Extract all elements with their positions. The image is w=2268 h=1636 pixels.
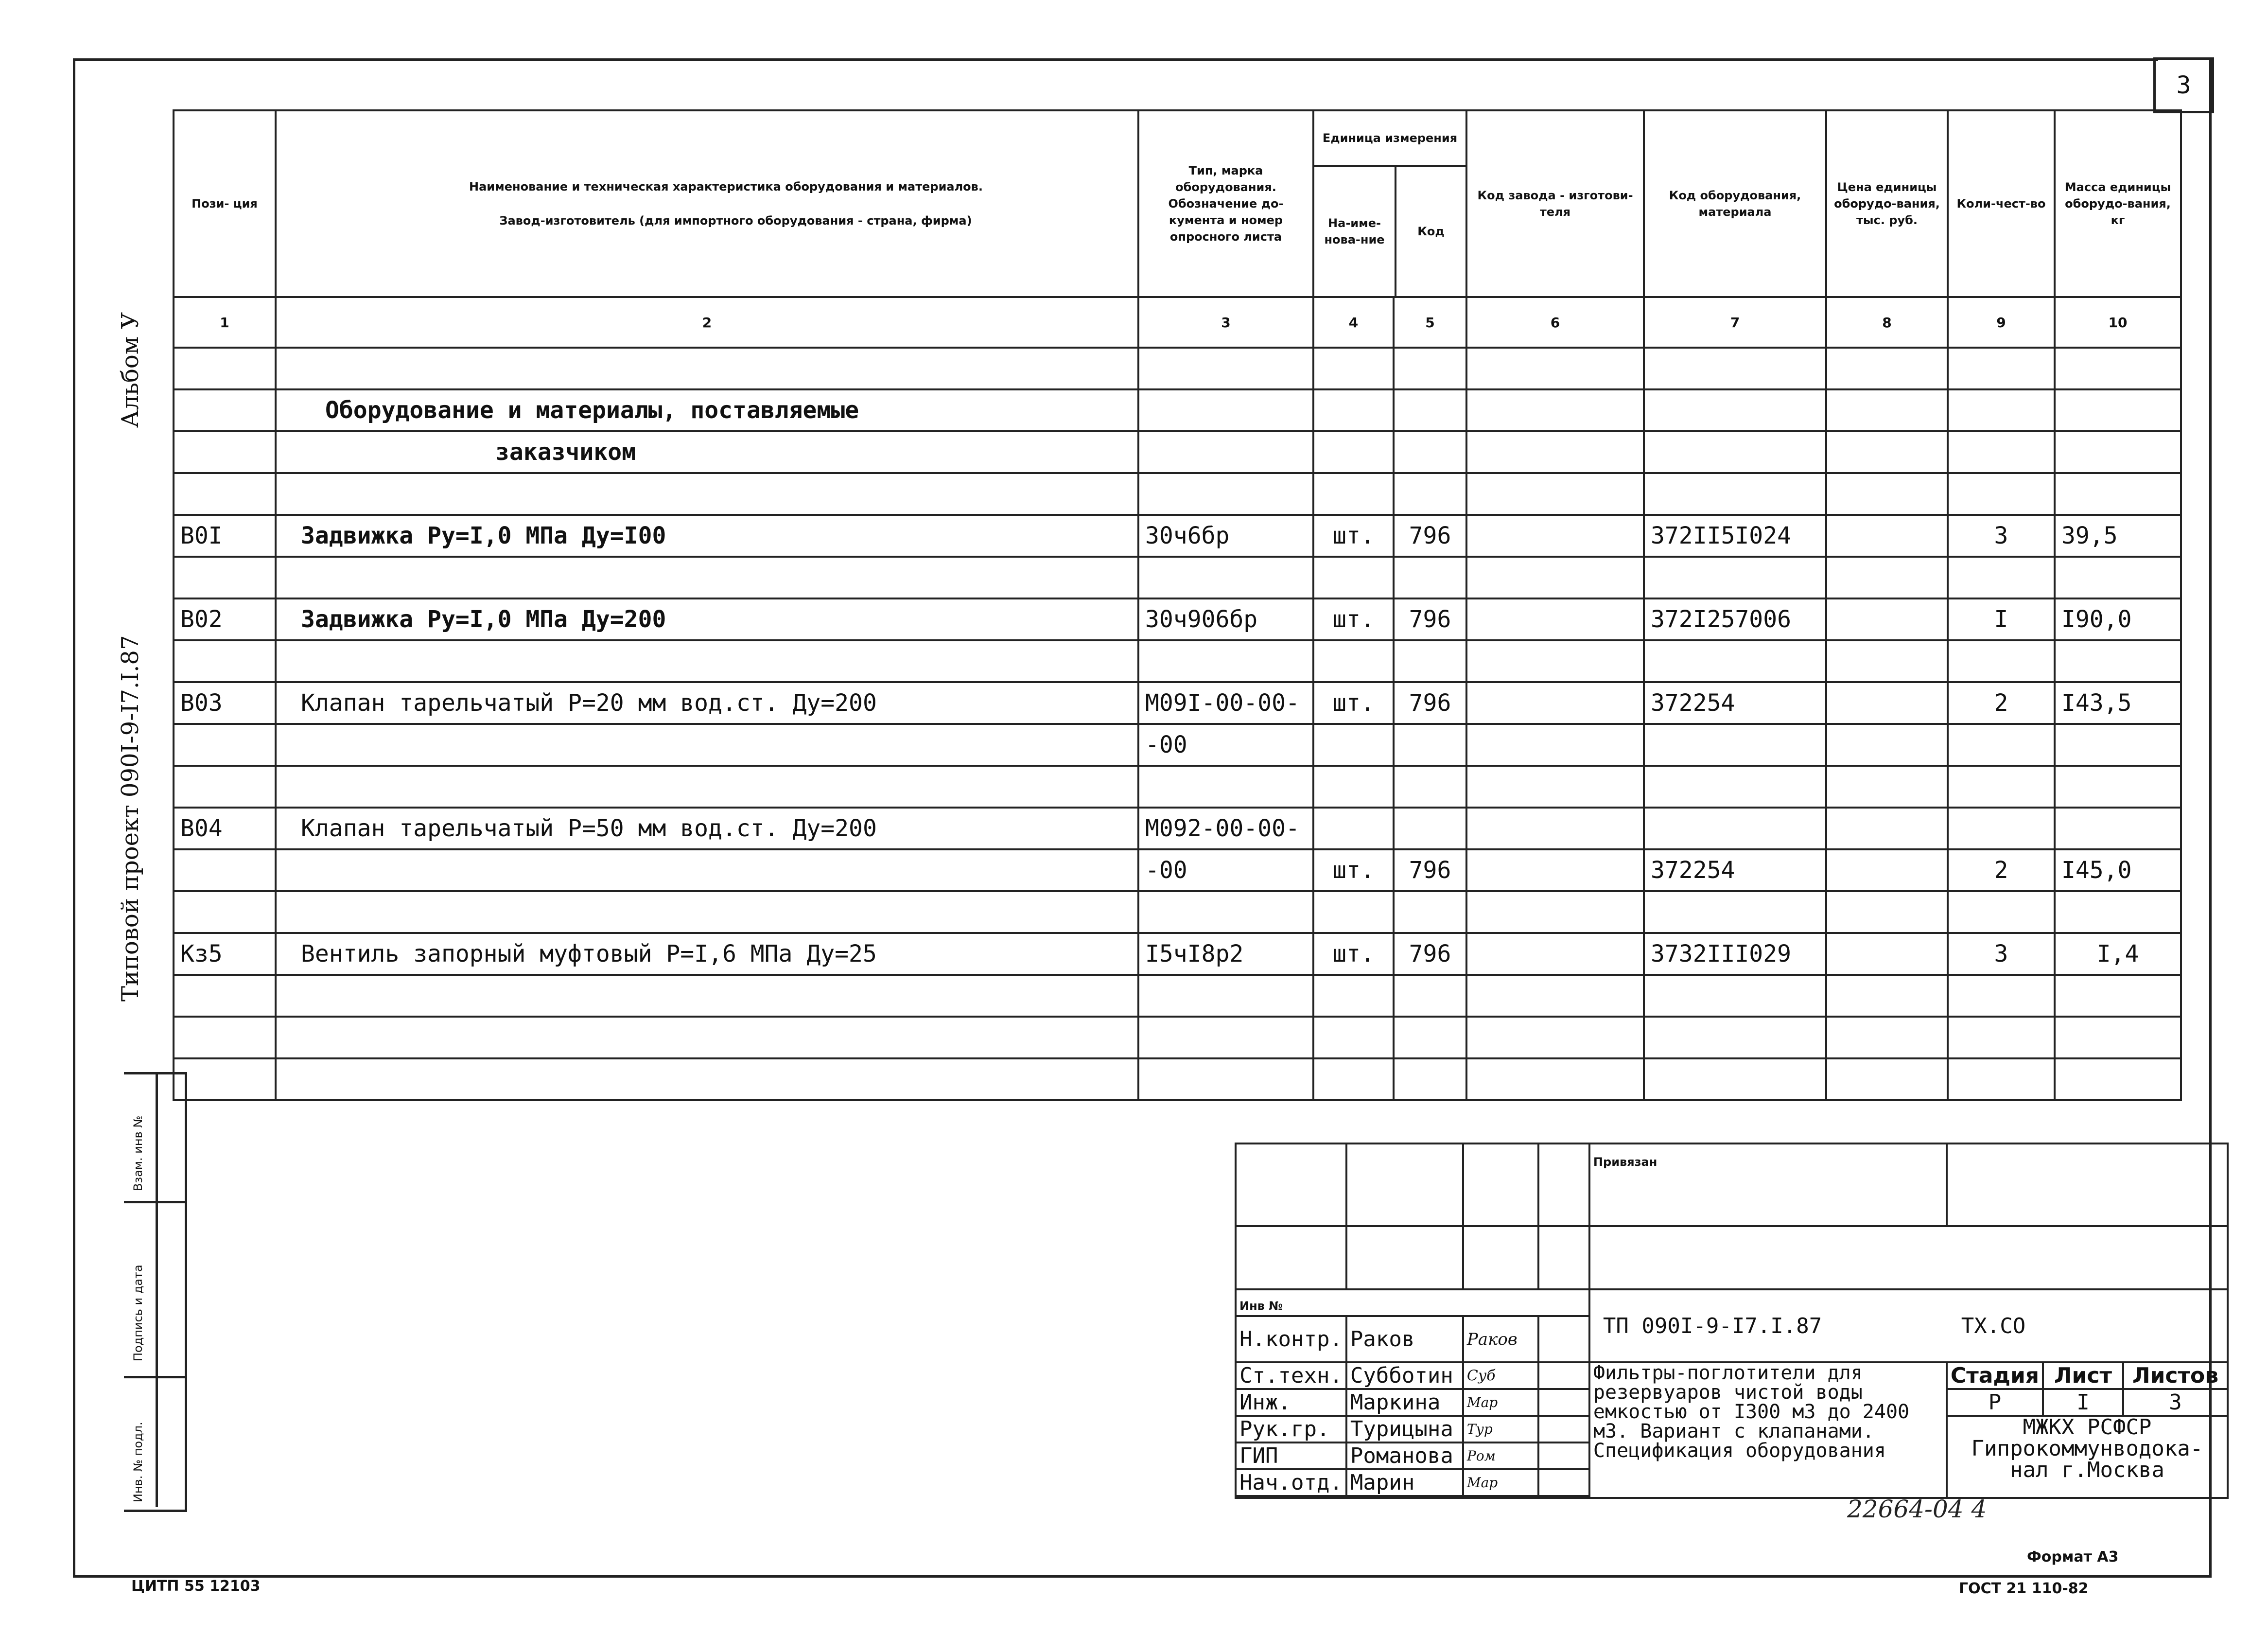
cell-type: М092-00-00-	[1138, 808, 1313, 849]
header-mass: Масса единицы оборудо-вания, кг	[2055, 110, 2181, 297]
cell-equipment-code: 372254	[1644, 849, 1826, 891]
cell-quantity: 3	[1948, 933, 2055, 975]
cell-unit: шт.	[1313, 598, 1394, 640]
cell-mass: I43,5	[2055, 682, 2181, 724]
title-row	[1236, 1143, 2228, 1226]
table-row	[174, 849, 2181, 891]
header-unit-code: Код	[1417, 225, 1445, 238]
cell-type: 30ч6бр	[1138, 515, 1313, 557]
table-row	[174, 348, 2181, 389]
table-row	[174, 473, 2181, 515]
title-row	[1236, 1362, 2228, 1389]
document-code: ТП 090I-9-I7.I.87	[1603, 1313, 1822, 1338]
table-row	[174, 1017, 2181, 1058]
cell-quantity: 3	[1948, 515, 2055, 557]
album-label: Альбом У	[117, 312, 144, 428]
col-number: 7	[1644, 297, 1826, 348]
citp-label: ЦИТП 55 12103	[131, 1578, 261, 1595]
cell-unit-code: 796	[1394, 515, 1466, 557]
header-position: Пози- ция	[174, 110, 276, 297]
title-row	[1236, 1226, 2228, 1289]
cell-unit: шт.	[1313, 682, 1394, 724]
project-label: Типовой проект 090I-9-I7.I.87	[117, 635, 144, 1002]
cell-position: B02	[174, 598, 276, 640]
cell-name: Задвижка Ру=I,0 МПа Ду=I00	[276, 515, 1138, 557]
signature: Раков	[1463, 1316, 1538, 1362]
cell-unit: шт.	[1313, 849, 1394, 891]
signature: Ром	[1463, 1442, 1538, 1469]
role-cell: Ст.техн.	[1236, 1362, 1346, 1389]
signature: Суб	[1463, 1362, 1538, 1389]
cell-position: B03	[174, 682, 276, 724]
header-name	[276, 110, 1138, 297]
col-number: 10	[2055, 297, 2181, 348]
cell-mass: I,4	[2055, 933, 2181, 975]
table-row	[174, 891, 2181, 933]
column-number-row	[174, 297, 2181, 348]
table-row	[174, 808, 2181, 849]
sheets-label: Листов	[2123, 1362, 2228, 1389]
cell-equipment-code: 372II5I024	[1644, 515, 1826, 557]
sheet-number-box: 3	[2153, 57, 2214, 113]
table-row	[174, 598, 2181, 640]
sheet-value: I	[2043, 1389, 2123, 1416]
organization-line1: МЖКХ РСФСР	[2023, 1416, 2152, 1440]
title-row	[1236, 1289, 2228, 1316]
role-cell: Рук.гр.	[1236, 1416, 1346, 1442]
table-row	[174, 431, 2181, 473]
signature: Мар	[1463, 1389, 1538, 1416]
stamp-vzam-inv: Взам. инв №	[131, 1115, 145, 1191]
title-block	[1235, 1143, 2229, 1499]
table-row	[174, 933, 2181, 975]
cell-unit-code: 796	[1394, 682, 1466, 724]
table-row	[174, 766, 2181, 808]
cell-quantity: 2	[1948, 849, 2055, 891]
cell-position: Кз5	[174, 933, 276, 975]
cell-position: B0I	[174, 515, 276, 557]
stamp-signature-date: Подпись и дата	[131, 1265, 145, 1361]
header-equipment-code: Код оборудования, материала	[1644, 110, 1826, 297]
header-name-line1: Наименование и техническая характеристика оборудования и материалов.	[469, 180, 983, 194]
cell-unit-code: 796	[1394, 933, 1466, 975]
cell-type: 30ч906бр	[1138, 598, 1313, 640]
person-name: Турицына	[1346, 1416, 1463, 1442]
stage-label: Стадия	[1947, 1362, 2043, 1389]
cell-name: Вентиль запорный муфтовый Р=I,6 МПа Ду=25	[276, 933, 1138, 975]
header-type: Тип, марка оборудования. Обозначение до-кумента и номер опросного листа	[1138, 110, 1313, 297]
cell-quantity: 2	[1948, 682, 2055, 724]
cell-mass: I45,0	[2055, 849, 2181, 891]
table-row	[174, 1058, 2181, 1100]
cell-equipment-code: 3732III029	[1644, 933, 1826, 975]
cell-unit: шт.	[1313, 515, 1394, 557]
col-number: 2	[276, 297, 1138, 348]
cell-type-continued: -00	[1138, 849, 1313, 891]
col-number: 9	[1948, 297, 2055, 348]
cell-type: М09I-00-00-	[1138, 682, 1313, 724]
col-number: 1	[174, 297, 276, 348]
section-title-line2: заказчиком	[276, 431, 1138, 473]
cell-type: I5чI8р2	[1138, 933, 1313, 975]
sheet-label: Лист	[2043, 1362, 2123, 1389]
header-unit-name: На-име-нова-ние	[1314, 167, 1396, 296]
header-price: Цена единицы оборудо-вания, тыс. руб.	[1826, 110, 1948, 297]
role-cell: ГИП	[1236, 1442, 1346, 1469]
specification-table	[173, 109, 2182, 1101]
header-factory-code: Код завода - изготови-теля	[1466, 110, 1644, 297]
organization-line2: Гипрокоммунводока-	[1971, 1436, 2203, 1461]
col-number: 3	[1138, 297, 1313, 348]
signature: Тур	[1463, 1416, 1538, 1442]
table-row	[174, 640, 2181, 682]
cell-unit: шт.	[1313, 933, 1394, 975]
stage-value: Р	[1947, 1389, 2043, 1416]
role-cell: Н.контр.	[1236, 1316, 1346, 1362]
cell-name: Задвижка Ру=I,0 МПа Ду=200	[276, 598, 1138, 640]
cell-type-continued: -00	[1138, 724, 1313, 766]
cell-name: Клапан тарельчатый Р=50 мм вод.ст. Ду=200	[276, 808, 1138, 849]
cell-mass: 39,5	[2055, 515, 2181, 557]
table-row	[174, 557, 2181, 598]
cell-unit-code: 796	[1394, 598, 1466, 640]
cell-mass: I90,0	[2055, 598, 2181, 640]
header-unit	[1313, 110, 1466, 297]
col-number: 8	[1826, 297, 1948, 348]
table-row	[174, 515, 2181, 557]
format-label: Формат А3	[2027, 1548, 2119, 1566]
header-unit-title: Единица измерения	[1314, 111, 1465, 167]
role-cell: Нач.отд.	[1236, 1469, 1346, 1496]
document-mark: ТХ.СО	[1961, 1313, 2026, 1338]
table-row	[174, 975, 2181, 1017]
person-name: Маркина	[1346, 1389, 1463, 1416]
table-row	[174, 682, 2181, 724]
privyazan-label: Привязан	[1593, 1155, 1657, 1169]
signature: Мар	[1463, 1469, 1538, 1496]
cell-quantity: I	[1948, 598, 2055, 640]
col-number: 4	[1313, 297, 1394, 348]
header-quantity: Коли-чест-во	[1948, 110, 2055, 297]
section-title-line1: Оборудование и материалы, поставляемые	[276, 389, 1138, 431]
cell-unit-code: 796	[1394, 849, 1466, 891]
person-name: Романова	[1346, 1442, 1463, 1469]
cell-position: B04	[174, 808, 276, 849]
document-description: Фильтры-поглотители для резервуаров чистой воды емкостью от I300 м3 до 2400 м3. Вариант с клапанами. Спецификация оборудования	[1589, 1362, 1947, 1498]
organization-line3: нал г.Москва	[2010, 1458, 2164, 1482]
inv-no-label: Инв №	[1239, 1299, 1283, 1313]
table-header-row	[174, 110, 2181, 297]
table-row	[174, 724, 2181, 766]
sheets-value: 3	[2123, 1389, 2228, 1416]
cell-equipment-code: 372254	[1644, 682, 1826, 724]
gost-label: ГОСТ 21 110-82	[1959, 1580, 2089, 1597]
stamp-column-divider	[156, 1072, 158, 1507]
person-name: Раков	[1346, 1316, 1463, 1362]
col-number: 5	[1394, 297, 1466, 348]
role-cell: Инж.	[1236, 1389, 1346, 1416]
person-name: Субботин	[1346, 1362, 1463, 1389]
header-name-line2: Завод-изготовитель (для импортного оборудования - страна, фирма)	[499, 214, 972, 228]
person-name: Марин	[1346, 1469, 1463, 1496]
handwritten-number: 22664-04 4	[1847, 1495, 1987, 1523]
cell-equipment-code: 372I257006	[1644, 598, 1826, 640]
table-row	[174, 389, 2181, 431]
stamp-inv-podl: Инв. № подл.	[131, 1422, 145, 1502]
cell-name: Клапан тарельчатый Р=20 мм вод.ст. Ду=200	[276, 682, 1138, 724]
col-number: 6	[1466, 297, 1644, 348]
stamp-row-divider	[124, 1376, 185, 1378]
stamp-row-divider	[124, 1201, 185, 1203]
